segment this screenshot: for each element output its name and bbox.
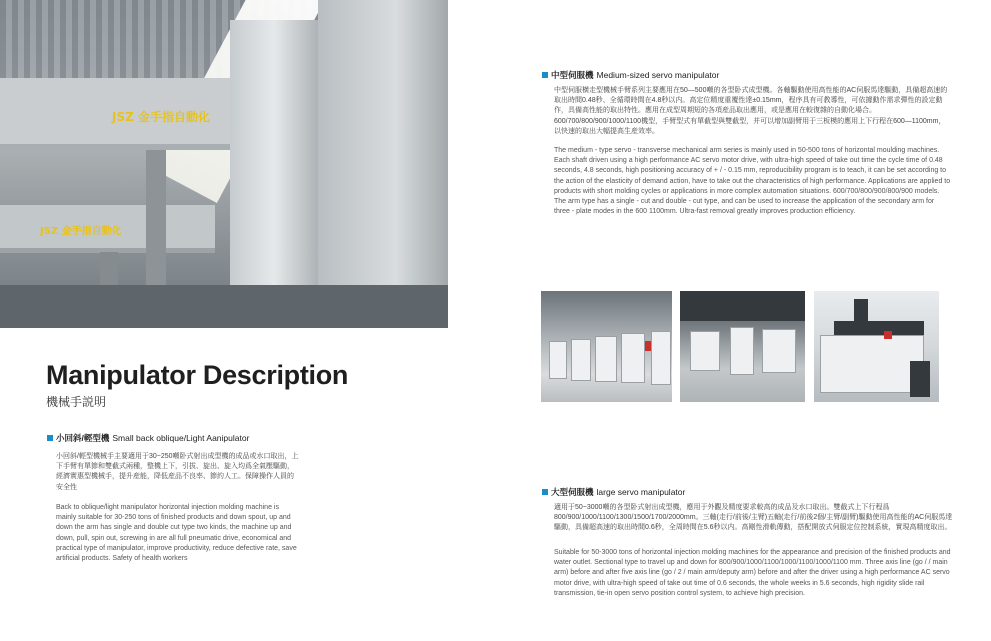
large-description-en: Suitable for 50-3000 tons of horizontal injection molding machines for the appearance and precision of the finished products and water outlet. Sectional type to travel up and down for 800/900/1000/1100/1000/1100/1000/1100 mm. Three axis line (go / / main arm) before and after five axis line (go / 2 / main arm/deputy arm) before and after the driver using a high performance AC servo motor drive, with ultra-high speed of take out time of 0.6 seconds, the whole weeks in 5.6 seconds, high rigidity slide rail transmission, tie-in open servo position control system, to achieve high precision. <box>554 549 951 597</box>
hero-photo <box>0 0 448 328</box>
medium-description-en: The medium - type servo - transverse mechanical arm series is mainly used in 50-500 tons of horizontal moulding machines. Each shaft driven using a high performance AC servo motor drive, with ultra-high speed of take out time the cycle time of 0.48 seconds, 4.8 seconds, high positioning accuracy of + / - 0.15 mm, reproducibility program is to teach, it can be set according to the action of the elasticity of demand action, have to take out the characteristics of high performance. Applications are applied to products with short molding cycles or applications in more complex automation situations. 600/700/800/900/800/900 models. The arm type has a single - cut and double - cut type, and can be used to increase the application of the secondary arm for three - plate modes in the 600 1100mm. Ultra-fast removal greatly improves production efficiency. <box>554 147 951 216</box>
section-heading-en: Small back oblique/Light Aanipulator <box>112 433 250 443</box>
small-description-zh: 小回斜/輕型機械手主要適用于30−250噸卧式射出成型機的成品或水口取出，上下手臂有單節和雙截式兩種，整機上下，引拔、旋出、旋入均爲全氣壓驅動，經濟實惠型機械手，提升産能，降低産品不良率、節約人工。保障操作人員的安全性 <box>56 453 299 491</box>
manipulator-column-right <box>318 0 448 328</box>
page-title: Manipulator Description <box>46 360 349 390</box>
brand-logo-upper: JSZ 金手指自動化 <box>112 110 210 124</box>
section-heading-medium <box>542 69 719 81</box>
small-description-en: Back to oblique/light manipulator horizontal injection molding machine is mainly suitable for 30-250 tons of finished products and down spout, up and down the arm has single and double cut type two kinds, the machine up and down, pull, spin out, screwing in are all full pneumatic drive, economical and practical type of manipulator, improve productivity, reduce defective rate, save artificial products. Safety of health workers <box>56 504 297 563</box>
medium-description-zh: 中型伺服横走型機械手臂系列主要應用在50—500噸的各型卧式成型機。各軸驅動使用高性能的AC伺服馬達驅動，具備超高速的取出時間0.48秒、全循環時間在4.8秒以内。高定位精度重覆性達±0.15mm，程序具有可教導性，可依據動作需求彈性的設定動作，具備高性能的取出特性。應用在成型周期短的各項産品取出應用，或是應用在較復雜的自動化場合。600/700/800/900/1000/1100機型，手臂型式有單截型與雙截型，并可以增加副臂用于三板模的應用上下行程在600—1100mm，以快速的取出大幅提高生産效率。 <box>554 87 948 135</box>
factory-floor <box>0 285 448 328</box>
section-heading-en: Medium-sized servo manipulator <box>596 70 720 80</box>
large-description-zh: 適用于50−3000噸的各型卧式射出成型機，應用于外觀及精度要求較高的成品及水口取出。雙截式上下行程爲800/900/1000/1100/1300/1500/1700/2000mm。三軸(走行/前後/主臂)五軸(走行/前後2個/主臂/副臂)驅動使用高性能的AC伺服馬達驅動，具備超高速的取出時間0.6秒，全周時間在5.6秒以内。高剛性滑軌傳動，搭配開放式伺服定位控制系統，實現高精度取出。 <box>554 504 953 532</box>
section-heading-en: large servo manipulator <box>596 487 686 497</box>
section-heading-zh: 大型伺服機 <box>551 487 594 497</box>
manipulator-arm <box>146 150 166 285</box>
section-heading-large <box>542 486 685 498</box>
section-heading-zh: 中型伺服機 <box>551 70 594 80</box>
manipulator-column <box>230 20 318 328</box>
section-heading-zh: 小回斜/輕型機 <box>56 433 110 443</box>
page-subtitle: 機械手説明 <box>46 395 107 409</box>
bullet-square-icon <box>542 72 548 78</box>
factory-photo-machines <box>541 291 672 402</box>
bullet-square-icon <box>47 435 53 441</box>
section-heading-small <box>47 432 249 444</box>
factory-photo-injection-machine <box>814 291 939 402</box>
factory-photo-production-line <box>680 291 805 402</box>
brand-logo-lower: JSZ 金手指自動化 <box>40 226 122 237</box>
bullet-square-icon <box>542 489 548 495</box>
